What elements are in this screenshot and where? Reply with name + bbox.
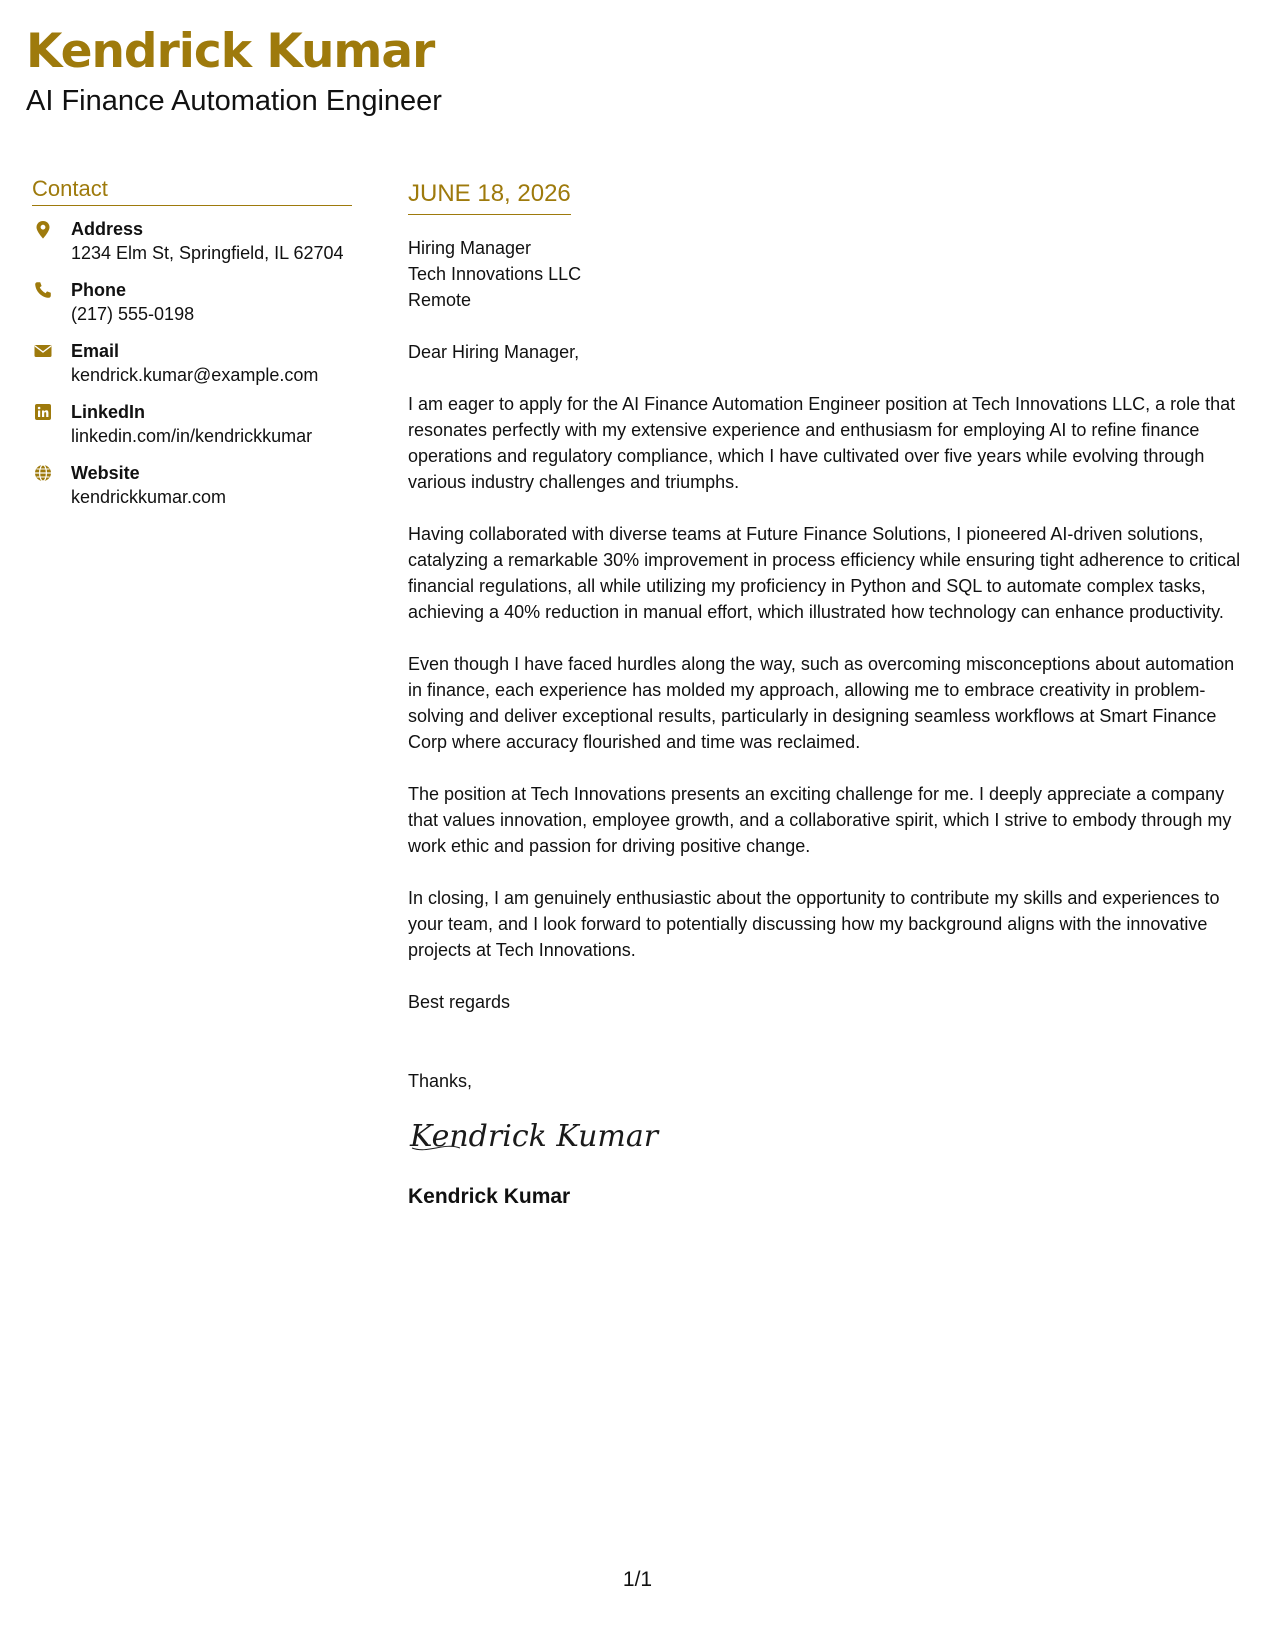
contact-item-website: [32, 461, 352, 509]
map-pin-icon: [34, 220, 52, 238]
contact-value-email[interactable]: kendrick.kumar@example.com: [71, 365, 319, 385]
contact-item-address: [32, 217, 352, 265]
letter-header: [26, 24, 442, 118]
recipient-location: Remote: [408, 290, 472, 310]
contact-label-email: Email: [71, 341, 120, 361]
letter-body: [408, 180, 1243, 1210]
closing-regards: Best regards: [408, 992, 511, 1012]
signed-name: Kendrick Kumar: [408, 1185, 571, 1208]
contact-value-phone: (217) 555-0198: [71, 304, 195, 324]
contact-item-linkedin: [32, 400, 352, 448]
letter-date: JUNE 18, 2026: [408, 180, 571, 215]
salutation: Dear Hiring Manager,: [408, 342, 580, 362]
recipient-block: [408, 235, 1243, 313]
phone-icon: [34, 281, 52, 299]
signature-text: Kendrick Kumar: [410, 1119, 659, 1154]
applicant-name: Kendrick Kumar: [26, 24, 435, 79]
body-paragraph: In closing, I am genuinely enthusiastic about the opportunity to contribute my skills and experiences to your team, and I look forward to potentially discussing how my background aligns with the innovative projects at Tech Innovations.: [408, 888, 1220, 960]
body-paragraph: The position at Tech Innovations presents an exciting challenge for me. I deeply appreciate a company that values innovation, employee growth, and a collaborative spirit, which I strive to embody through my work ethic and passion for driving positive change.: [408, 784, 1232, 856]
contact-heading: Contact: [32, 176, 352, 206]
contact-label-phone: Phone: [71, 280, 127, 300]
contact-label-linkedin: LinkedIn: [71, 402, 146, 422]
recipient-name: Hiring Manager: [408, 238, 532, 258]
page-number: 1/1: [622, 1568, 653, 1591]
globe-icon: [34, 464, 52, 482]
linkedin-icon: [34, 403, 52, 421]
contact-label-website: Website: [71, 463, 140, 483]
contact-sidebar: [32, 176, 352, 522]
envelope-icon: [34, 342, 52, 360]
contact-value-website[interactable]: kendrickkumar.com: [71, 487, 227, 507]
contact-item-phone: [32, 278, 352, 326]
contact-value-linkedin[interactable]: linkedin.com/in/kendrickkumar: [71, 426, 313, 446]
body-paragraph: Having collaborated with diverse teams at Future Finance Solutions, I pioneered AI-driven solutions, catalyzing a remarkable 30% improvement in process efficiency while ensuring tight adherence to critical financial regulations, all while utilizing my proficiency in Python and SQL to automate complex tasks, achieving a 40% reduction in manual effort, which illustrated how technology can enhance productivity.: [408, 524, 1241, 622]
contact-label-address: Address: [71, 219, 144, 239]
body-paragraph: Even though I have faced hurdles along the way, such as overcoming misconceptions about automation in finance, each experience has molded my approach, allowing me to embrace creativity in problem-solving and deliver exceptional results, particularly in designing seamless workflows at Smart Finance Corp where accuracy flourished and time was reclaimed.: [408, 654, 1235, 752]
body-paragraph: I am eager to apply for the AI Finance Automation Engineer position at Tech Innovations LLC, a role that resonates perfectly with my extensive experience and enthusiasm for employing AI to refine finance operations and regulatory compliance, which I have cultivated over five years while evolving through various industry challenges and triumphs.: [408, 394, 1236, 492]
applicant-job-title: AI Finance Automation Engineer: [26, 85, 442, 117]
signature-image: [408, 1102, 1243, 1162]
contact-value-address: 1234 Elm St, Springfield, IL 62704: [71, 243, 344, 263]
recipient-company: Tech Innovations LLC: [408, 264, 582, 284]
closing-thanks: Thanks,: [408, 1071, 473, 1091]
contact-item-email: [32, 339, 352, 387]
